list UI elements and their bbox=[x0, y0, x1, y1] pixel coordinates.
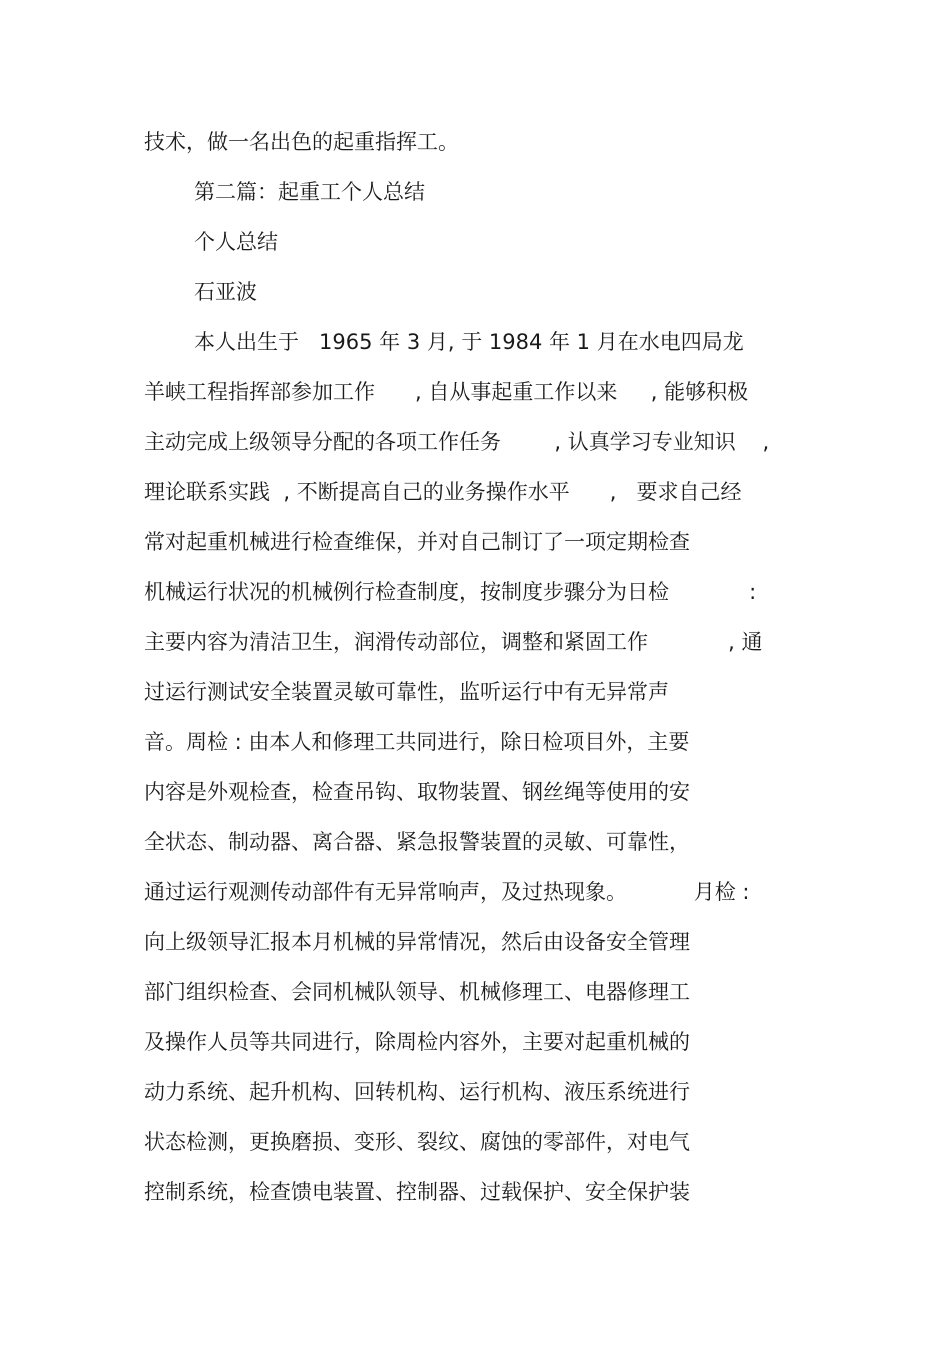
text-line: 主要内容为清洁卫生，润滑传动部位，调整和紧固工作 , 通 bbox=[144, 630, 763, 654]
text-line: 技术，做一名出色的起重指挥工。 bbox=[144, 130, 459, 154]
document-title: 个人总结 bbox=[194, 230, 278, 254]
text-line: 理论联系实践 , 不断提高自己的业务操作水平 , 要求自己经 bbox=[144, 480, 742, 504]
text-line: 机械运行状况的机械例行检查制度，按制度步骤分为日检 : bbox=[144, 580, 757, 604]
text-line: 全状态、制动器、离合器、紧急报警装置的灵敏、可靠性， bbox=[144, 830, 690, 854]
author-name: 石亚波 bbox=[194, 280, 257, 304]
text-line: 动力系统、起升机构、回转机构、运行机构、液压系统进行 bbox=[144, 1080, 690, 1104]
text-line: 音。周检 : 由本人和修理工共同进行，除日检项目外，主要 bbox=[144, 730, 690, 754]
text-line: 本人出生于 1965 年 3 月, 于 1984 年 1 月在水电四局龙 bbox=[194, 330, 744, 354]
text-line: 部门组织检查、会同机械队领导、机械修理工、电器修理工 bbox=[144, 980, 690, 1004]
text-line: 内容是外观检查，检查吊钩、取物装置、钢丝绳等使用的安 bbox=[144, 780, 690, 804]
text-line: 过运行测试安全装置灵敏可靠性，监听运行中有无异常声 bbox=[144, 680, 669, 704]
text-line: 常对起重机械进行检查维保，并对自己制订了一项定期检查 bbox=[144, 530, 690, 554]
text-line: 羊峡工程指挥部参加工作 , 自从事起重工作以来 , 能够积极 bbox=[144, 380, 749, 404]
text-line: 及操作人员等共同进行，除周检内容外，主要对起重机械的 bbox=[144, 1030, 690, 1054]
text-line: 控制系统，检查馈电装置、控制器、过载保护、安全保护装 bbox=[144, 1180, 690, 1204]
section-heading: 第二篇：起重工个人总结 bbox=[194, 180, 425, 204]
text-line: 向上级领导汇报本月机械的异常情况，然后由设备安全管理 bbox=[144, 930, 690, 954]
text-line: 主动完成上级领导分配的各项工作任务 , 认真学习专业知识 , bbox=[144, 430, 770, 454]
text-line: 通过运行观测传动部件有无异常响声，及过热现象。 月检 : bbox=[144, 880, 750, 904]
text-line: 状态检测，更换磨损、变形、裂纹、腐蚀的零部件，对电气 bbox=[144, 1130, 690, 1154]
